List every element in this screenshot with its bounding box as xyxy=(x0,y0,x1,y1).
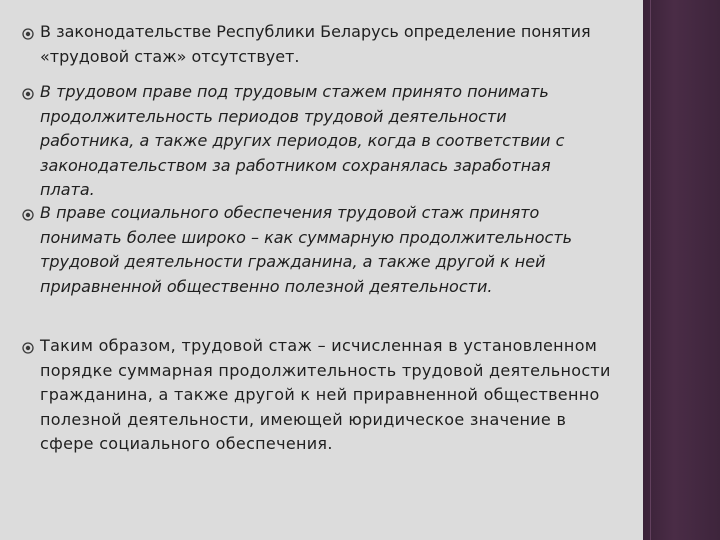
target-bullet-icon xyxy=(22,25,34,37)
list-item-text: Таким образом, трудовой стаж – исчисленная в установленном порядке суммарная продолжительность трудовой деятельности гражданина, а также другой к ней приравненной общественно полезной деятельности, имеющей юридическое значение в сфере социального обеспечения. xyxy=(40,336,611,453)
target-bullet-icon xyxy=(22,85,34,97)
list-item-text: В трудовом праве под трудовым стажем принято понимать продолжительность периодов трудовой деятельности работника, а также других периодов, когда в соответствии с законодательством за работником сохранялась заработная плата. xyxy=(40,82,565,199)
list-item-text: В праве социального обеспечения трудовой стаж принято понимать более широко – как суммарную продолжительность трудовой деятельности гражданина, а также другой к ней приравненной общественно полезной деятельности. xyxy=(40,203,573,296)
target-bullet-icon xyxy=(22,339,34,351)
target-bullet-icon xyxy=(22,206,34,218)
list-item-text: В законодательстве Республики Беларусь определение понятия «трудовой стаж» отсутствует. xyxy=(40,22,591,66)
